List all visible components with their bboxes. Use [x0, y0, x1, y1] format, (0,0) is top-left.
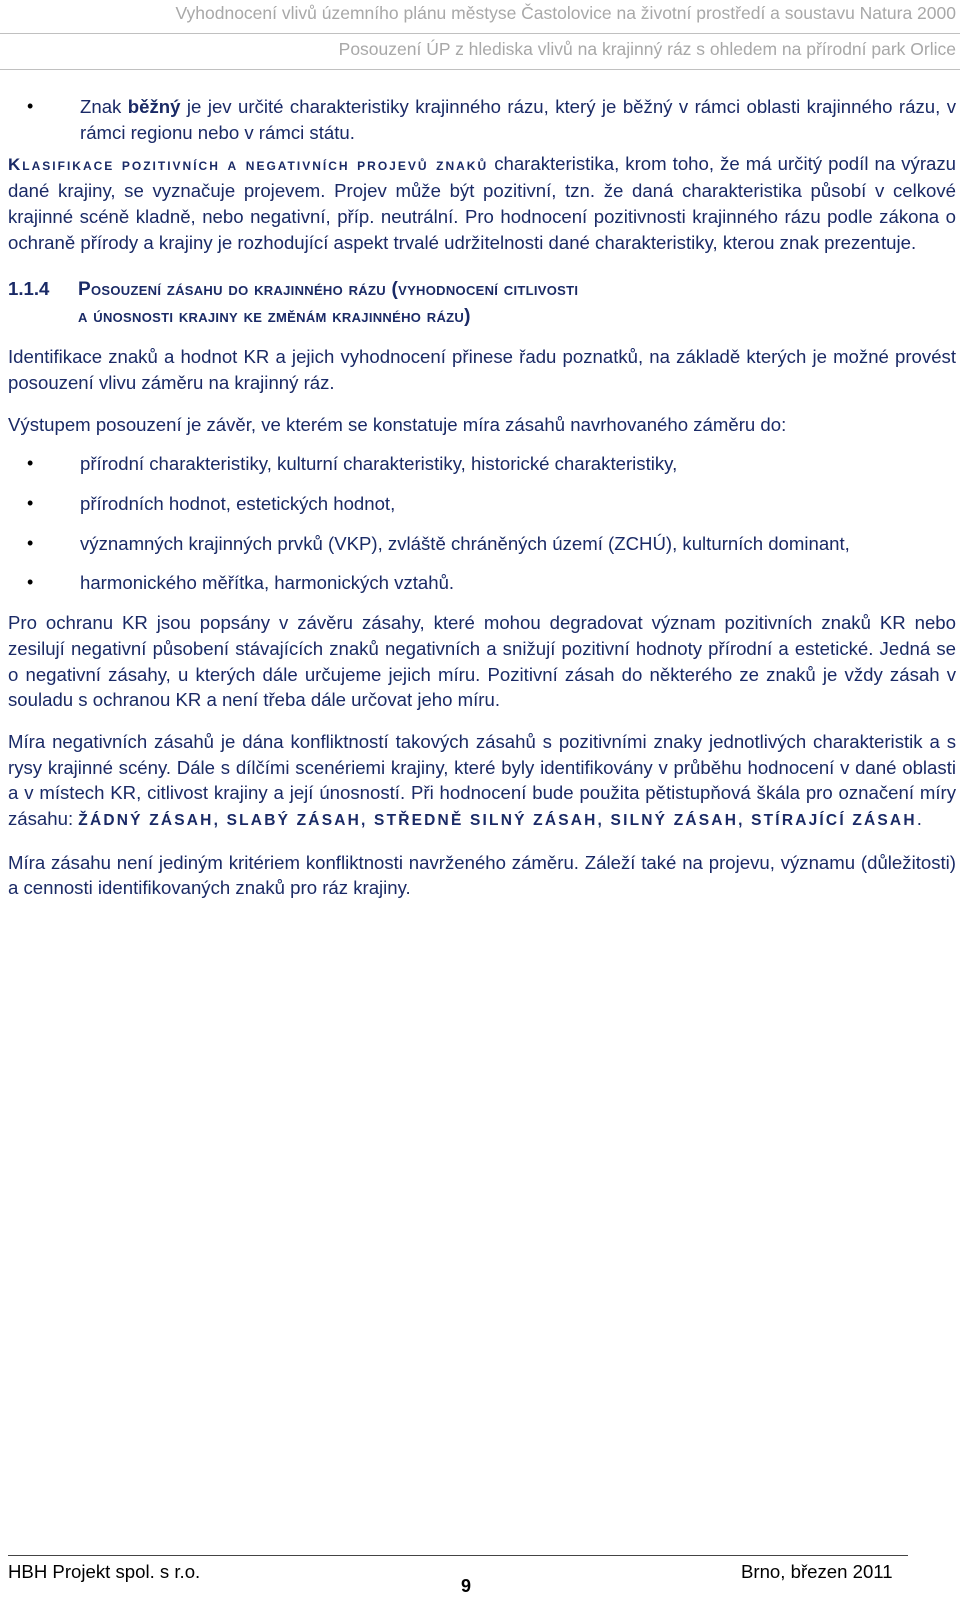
- header-divider-2: [0, 69, 960, 70]
- classification-paragraph: Klasifikace pozitivních a negativních projevů znaků charakteristika, krom toho, že má určitý podíl na výrazu dané krajiny, se vyznačuje projevem. Projev může být pozitivní, tzn. že daná charakteristika působí v celkové krajinné scéně kladně, nebo negativní, příp. neutrální. Pro hodnocení pozitivnosti krajinného rázu podle zákona o ochraně přírody a krajiny je rozhodující aspekt trvalé udržitelnosti dané charakteristiky, kterou znak prezentuje.: [8, 153, 957, 253]
- document-body: [8, 94, 956, 917]
- section-title-line1: Posouzení zásahu do krajinného rázu (vyhodnocení citlivosti: [78, 279, 579, 301]
- list-item: • významných krajinných prvků (VKP), zvláště chráněných území (ZCHÚ), kulturních dominant,: [8, 531, 956, 557]
- list-item: • přírodní charakteristiky, kulturní charakteristiky, historické charakteristiky,: [8, 451, 956, 477]
- section-heading: [8, 275, 956, 330]
- footer-divider: [8, 1555, 908, 1556]
- scale-paragraph: Míra negativních zásahů je dána konfliktností takových zásahů s pozitivními znaky jednotlivých charakteristik a s rysy krajinné scény. Dále s dílčími scenériemi krajiny, které byly identifikovány v průběhu hodnocení v dané oblasti a v místech KR, citlivost krajiny a její únosností. Při hodnocení bude použita pětistupňová škála pro označení míry zásahu: ŽÁDNÝ ZÁSAH, SLABÝ ZÁSAH, STŘEDNĚ SILNÝ ZÁSAH, SILNÝ ZÁSAH, STÍRAJÍCÍ ZÁSAH.: [8, 730, 956, 830]
- classification-heading: Klasifikace pozitivních a negativních projevů znaků: [8, 155, 489, 175]
- top-bullet-list: [8, 94, 956, 145]
- header-divider: [0, 33, 960, 34]
- paragraph: Výstupem posouzení je závěr, ve kterém se konstatuje míra zásahů navrhovaného záměru do:: [8, 413, 787, 435]
- header-subtitle: Posouzení ÚP z hlediska vlivů na krajinný ráz s ohledem na přírodní park Orlice: [338, 39, 956, 59]
- section-number: 1.1.4: [8, 278, 50, 300]
- footer-place-date: Brno, březen 2011: [741, 1561, 893, 1582]
- page-number: 9: [461, 1576, 472, 1596]
- paragraph: Identifikace znaků a hodnot KR a jejich vyhodnocení přinese řadu poznatků, na základě kterých je možné provést posouzení vlivu záměru na krajinný ráz.: [8, 346, 956, 393]
- header-title: Vyhodnocení vlivů územního plánu městyse Častolovice na životní prostředí a soustavu Natura 2000: [175, 3, 956, 23]
- impact-scale: ŽÁDNÝ ZÁSAH, SLABÝ ZÁSAH, STŘEDNĚ SILNÝ ZÁSAH, SILNÝ ZÁSAH, STÍRAJÍCÍ ZÁSAH: [78, 812, 917, 830]
- list-item: • Znak běžný je jev určité charakteristiky krajinného rázu, který je běžný v rámci oblasti krajinného rázu, v rámci regionu nebo v rámci státu.: [8, 94, 956, 145]
- footer-company: HBH Projekt spol. s r.o.: [8, 1561, 201, 1582]
- paragraph: Míra zásahu není jediným kritériem konfliktnosti navrženého záměru. Záleží také na projevu, významu (důležitosti) a cennosti identifikovaných znaků pro ráz krajiny.: [8, 851, 956, 899]
- term-bezny: běžný: [127, 96, 181, 117]
- impact-targets-list: [8, 451, 956, 596]
- section-title-line2: a únosnosti krajiny ke změnám krajinného rázu): [78, 306, 471, 328]
- paragraph: Pro ochranu KR jsou popsány v závěru zásahy, které mohou degradovat význam pozitivních znaků KR nebo zesilují negativní působení stávajících znaků negativních a snižují pozitivní hodnoty přírodní a estetické. Jedná se o negativní zásahy, u kterých dále určujeme jejich míru. Pozitivní zásah do některého ze znaků je vždy zásah v souladu s ochranou KR a není třeba dále určovat jeho míru.: [8, 612, 956, 711]
- list-item: • přírodních hodnot, estetických hodnot,: [8, 491, 956, 517]
- list-item: • harmonického měřítka, harmonických vztahů.: [8, 570, 956, 596]
